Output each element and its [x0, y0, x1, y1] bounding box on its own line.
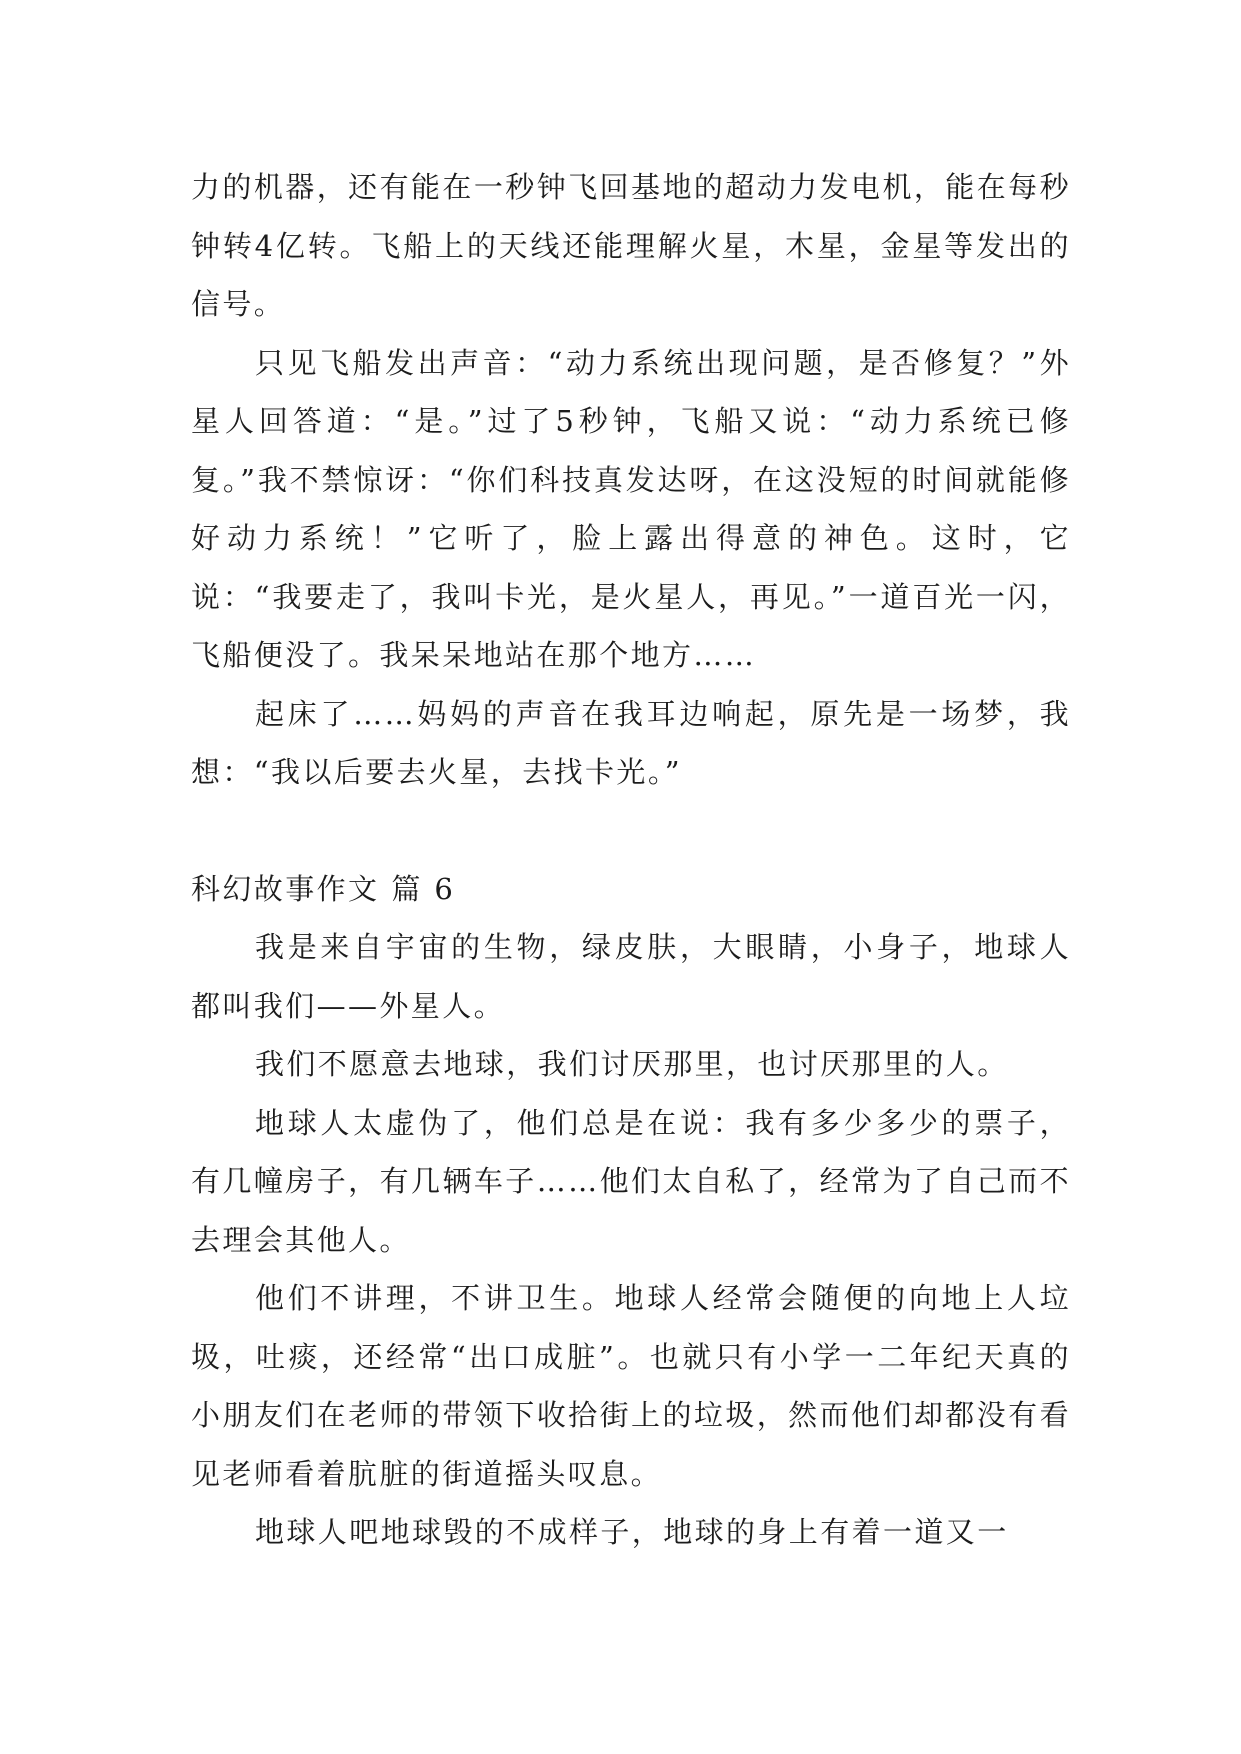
paragraph: 他们不讲理，不讲卫生。地球人经常会随便的向地上人垃圾，吐痰，还经常“出口成脏”。也就只有小学一二年纪天真的小朋友们在老师的带领下收拾街上的垃圾，然而他们却都没有看见老师看着肮脏的街道摇头叹息。: [191, 1281, 1071, 1491]
section-number: 篇 6: [391, 871, 456, 906]
section-title: 科幻故事作文: [191, 871, 380, 906]
section-heading: [191, 860, 1071, 919]
paragraph: 起床了……妈妈的声音在我耳边响起，原先是一场梦，我想：“我以后要去火星，去找卡光。”: [191, 696, 1071, 789]
paragraph: 地球人太虚伪了，他们总是在说：我有多少多少的票子，有几幢房子，有几辆车子……他们太自私了，经常为了自己而不去理会其他人。: [191, 1105, 1071, 1257]
paragraph: 我是来自宇宙的生物，绿皮肤，大眼睛，小身子，地球人都叫我们——外星人。: [191, 930, 1071, 1023]
paragraph: 只见飞船发出声音：“动力系统出现问题，是否修复？”外星人回答道：“是。”过了5秒钟，飞船又说：“动力系统已修复。”我不禁惊讶：“你们科技真发达呀，在这没短的时间就能修好动力系统！”它听了，脸上露出得意的神色。这时，它说：“我要走了，我叫卡光，是火星人，再见。”一道百光一闪，飞船便没了。我呆呆地站在那个地方……: [191, 345, 1071, 672]
paragraph: 我们不愿意去地球，我们讨厌那里，也讨厌那里的人。: [255, 1047, 1009, 1081]
paragraph-continued: 力的机器，还有能在一秒钟飞回基地的超动力发电机，能在每秒钟转4亿转。飞船上的天线还能理解火星，木星，金星等发出的信号。: [191, 170, 1071, 321]
paragraph: 地球人吧地球毁的不成样子，地球的身上有着一道又一: [255, 1515, 1009, 1549]
document-body: [191, 158, 1071, 1562]
